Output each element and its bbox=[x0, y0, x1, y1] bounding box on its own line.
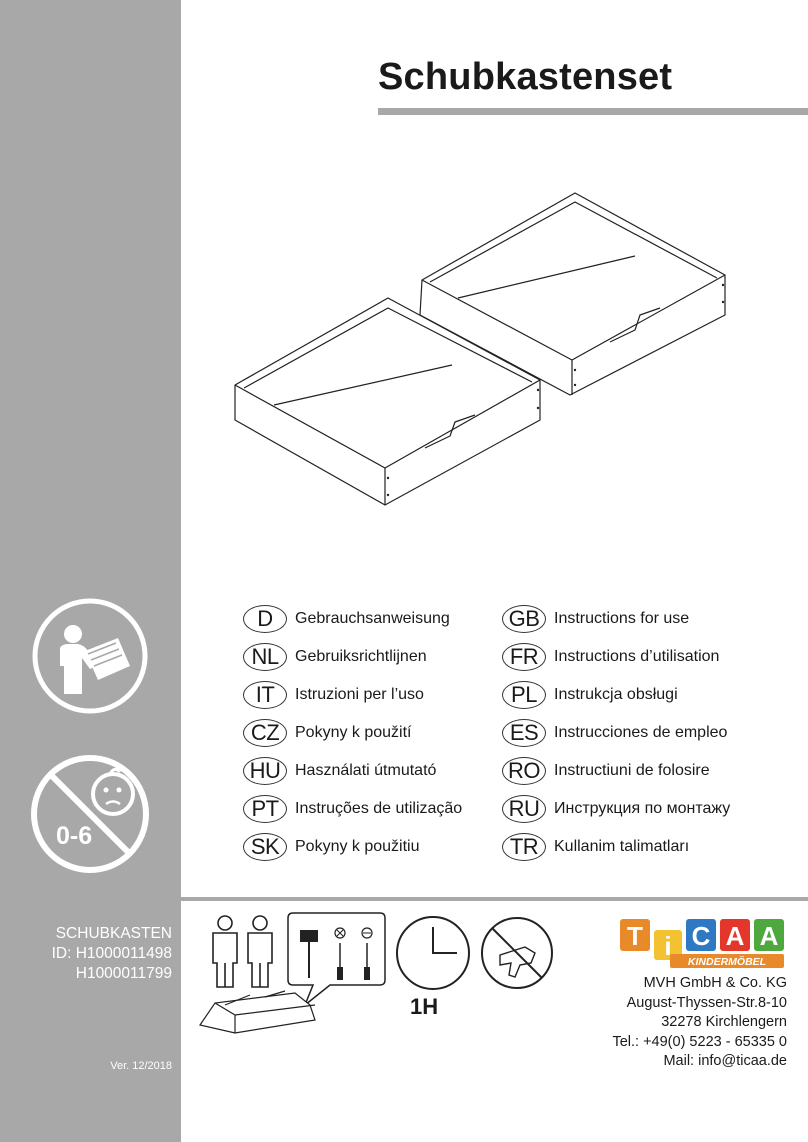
two-persons-icon bbox=[213, 916, 272, 987]
lang-row-ru bbox=[502, 790, 730, 828]
company-email: Mail: info@ticaa.de bbox=[663, 1053, 787, 1069]
version: Ver. 12/2018 bbox=[110, 1060, 172, 1072]
title-rule bbox=[378, 108, 808, 115]
lang-label: Instruções de utilização bbox=[295, 800, 463, 817]
lang-code: HU bbox=[243, 757, 287, 785]
company-phone: Tel.: +49(0) 5223 - 65335 0 bbox=[612, 1033, 787, 1050]
lang-code: SK bbox=[243, 833, 287, 861]
lang-label: Инструкция по монтажу bbox=[554, 800, 731, 817]
lang-code: NL bbox=[243, 643, 287, 671]
lang-row-ro bbox=[502, 752, 730, 790]
lang-row-it bbox=[243, 676, 462, 714]
lang-label: Kullanim talimatları bbox=[554, 838, 690, 855]
lang-row-hu bbox=[243, 752, 462, 790]
assembly-requirements bbox=[195, 905, 555, 1045]
lang-code: ES bbox=[502, 719, 546, 747]
lang-row-gb bbox=[502, 600, 730, 638]
product-info bbox=[20, 924, 172, 984]
logo-letter-1: T bbox=[627, 921, 643, 951]
logo-letter-4: A bbox=[725, 921, 745, 951]
tools-callout bbox=[288, 913, 385, 1005]
lang-label: Pokyny k použitiu bbox=[295, 838, 420, 855]
lang-code: IT bbox=[243, 681, 287, 709]
lang-row-pt bbox=[243, 790, 462, 828]
lang-label: Instrukcja obsługi bbox=[554, 686, 678, 703]
lang-row-d bbox=[243, 600, 462, 638]
lang-code: TR bbox=[502, 833, 546, 861]
lang-label: Instructions for use bbox=[554, 610, 690, 627]
lang-code: D bbox=[243, 605, 287, 633]
lang-code: PL bbox=[502, 681, 546, 709]
no-children-warning-icon bbox=[28, 752, 153, 877]
lang-label: Instrucciones de empleo bbox=[554, 724, 728, 741]
product-id: ID: H1000011498 bbox=[51, 945, 172, 962]
lang-code: FR bbox=[502, 643, 546, 671]
lang-code: GB bbox=[502, 605, 546, 633]
lang-label: Gebrauchsanweisung bbox=[295, 610, 450, 627]
no-power-drill-icon bbox=[482, 918, 552, 988]
read-instructions-icon bbox=[30, 596, 150, 716]
company-city: 32278 Kirchlengern bbox=[661, 1014, 787, 1030]
product-id-2: H1000011799 bbox=[75, 965, 172, 982]
company-name: MVH GmbH & Co. KG bbox=[643, 975, 787, 991]
lang-label: Használati útmutató bbox=[295, 762, 437, 779]
lang-row-pl bbox=[502, 676, 730, 714]
lang-label: Istruzioni per l’uso bbox=[295, 686, 424, 703]
language-list-left bbox=[243, 600, 462, 866]
drawer-illustration bbox=[230, 190, 740, 520]
company-street: August-Thyssen-Str.8-10 bbox=[626, 994, 787, 1011]
logo-letter-2: i bbox=[664, 931, 672, 961]
lang-row-nl bbox=[243, 638, 462, 676]
page-title: Schubkastenset bbox=[378, 56, 673, 98]
lang-row-cz bbox=[243, 714, 462, 752]
lang-label: Pokyny k použití bbox=[295, 724, 412, 741]
logo-letter-5: A bbox=[759, 921, 779, 951]
language-list-right bbox=[502, 600, 730, 866]
clock-icon bbox=[397, 917, 469, 989]
logo-letter-3: C bbox=[691, 921, 711, 951]
lang-code: CZ bbox=[243, 719, 287, 747]
lang-row-sk bbox=[243, 828, 462, 866]
assembly-duration: 1H bbox=[410, 994, 439, 1019]
lang-label: Gebruiksrichtlijnen bbox=[295, 648, 427, 665]
hammer-icon bbox=[300, 930, 318, 942]
lang-label: Instructiuni de folosire bbox=[554, 762, 710, 779]
lang-code: PT bbox=[243, 795, 287, 823]
lang-row-fr bbox=[502, 638, 730, 676]
logo-tagline: KINDERMÖBEL bbox=[687, 956, 767, 968]
footer-divider bbox=[0, 897, 808, 901]
ticaa-logo bbox=[618, 916, 788, 972]
lang-code: RO bbox=[502, 757, 546, 785]
toolbox-icon bbox=[200, 991, 315, 1033]
lang-row-tr bbox=[502, 828, 730, 866]
company-address bbox=[560, 974, 787, 1072]
lang-label: Instructions d’utilisation bbox=[554, 648, 720, 665]
age-range-text: 0-6 bbox=[56, 822, 93, 850]
lang-code: RU bbox=[502, 795, 546, 823]
product-name: SCHUBKASTEN bbox=[55, 925, 172, 942]
lang-row-es bbox=[502, 714, 730, 752]
